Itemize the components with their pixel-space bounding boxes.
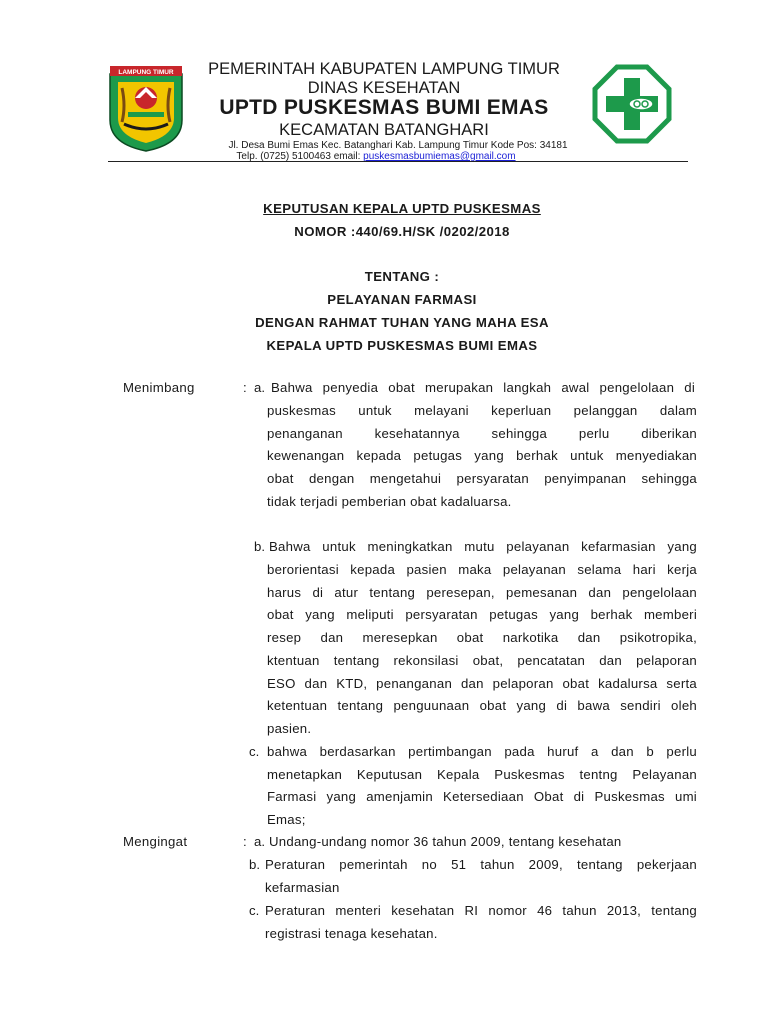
menimbang-b-line: ketentuan tentang penguunaan obat yang di bawa sendiri oleh bbox=[267, 698, 697, 713]
decree-about: TENTANG : bbox=[364, 269, 440, 284]
decree-number: NOMOR :440/69.H/SK /0202/2018 bbox=[294, 224, 510, 239]
mengingat-a-marker: a. bbox=[254, 834, 265, 849]
menimbang-c-line: bahwa berdasarkan pertimbangan pada huruf a dan b perlu bbox=[267, 744, 697, 759]
mengingat-c-line: registrasi tenaga kesehatan. bbox=[265, 926, 438, 941]
mengingat-a-line: Undang-undang nomor 36 tahun 2009, tentang kesehatan bbox=[269, 834, 622, 849]
letterhead-government: PEMERINTAH KABUPATEN LAMPUNG TIMUR bbox=[208, 60, 560, 78]
menimbang-b-line: harus di atur tentang peresepan, pemesanan dan pengelolaan bbox=[267, 585, 697, 600]
menimbang-a-line: puskesmas untuk melayani keperluan pelanggan dalam bbox=[267, 403, 697, 418]
menimbang-b-line: Bahwa untuk meningkatkan mutu pelayanan kefarmasian yang bbox=[269, 539, 697, 554]
menimbang-b-line: ESO dan KTD, penanganan dan pelaporan obat kadalursa serta bbox=[267, 676, 697, 691]
menimbang-c-line: menetapkan Keputusan Kepala Puskesmas tentng Pelayanan bbox=[267, 767, 697, 782]
letterhead-address: Jl. Desa Bumi Emas Kec. Batanghari Kab. Lampung Timur Kode Pos: 34181 bbox=[228, 140, 568, 151]
menimbang-c-line: Farmasi yang amenjamin Ketersediaan Obat di Puskesmas umi bbox=[267, 789, 697, 804]
menimbang-b-line: obat yang meliputi persyaratan petugas yang berhak memberi bbox=[267, 607, 697, 622]
menimbang-b-marker: b. bbox=[254, 539, 265, 554]
menimbang-colon: : bbox=[243, 380, 247, 395]
decree-heading: KEPUTUSAN KEPALA UPTD PUSKESMAS bbox=[263, 201, 541, 216]
mengingat-c-marker: c. bbox=[249, 903, 260, 918]
menimbang-a-line: tidak terjadi pemberian obat kadaluarsa. bbox=[267, 494, 512, 509]
menimbang-b-line: resep dan meresepkan obat narkotika dan psikotropika, bbox=[267, 630, 697, 645]
menimbang-a-line: obat dengan mengetahui persyaratan penyimpanan sehingga bbox=[267, 471, 697, 486]
mengingat-label: Mengingat bbox=[123, 834, 188, 849]
mengingat-b-line: kefarmasian bbox=[265, 880, 340, 895]
menimbang-a-line: kewenangan kepada petugas yang berhak untuk menyediakan bbox=[267, 448, 697, 463]
letterhead-divider bbox=[108, 161, 688, 162]
menimbang-a-marker: a. bbox=[254, 380, 265, 395]
letterhead-agency: DINAS KESEHATAN bbox=[307, 79, 461, 97]
menimbang-a-line: penanganan kesehatannya sehingga perlu diberikan bbox=[267, 426, 697, 441]
letterhead-institution: UPTD PUSKESMAS BUMI EMAS bbox=[219, 96, 549, 119]
menimbang-label: Menimbang bbox=[123, 380, 195, 395]
menimbang-c-line: Emas; bbox=[267, 812, 306, 827]
logo-banner-text: LAMPUNG TIMUR bbox=[118, 69, 174, 76]
decree-subject: PELAYANAN FARMASI bbox=[327, 292, 477, 307]
mengingat-b-marker: b. bbox=[249, 857, 260, 872]
mengingat-c-line: Peraturan menteri kesehatan RI nomor 46 tahun 2013, tentang bbox=[265, 903, 697, 918]
email-link[interactable]: puskesmasbumiemas@gmail.com bbox=[363, 151, 516, 162]
menimbang-a-line: Bahwa penyedia obat merupakan langkah awal pengelolaan di bbox=[271, 380, 695, 395]
decree-blessing: DENGAN RAHMAT TUHAN YANG MAHA ESA bbox=[255, 315, 549, 330]
menimbang-b-line: berorientasi kepada pasien maka pelayanan selama hari kerja bbox=[267, 562, 697, 577]
menimbang-b-line: ktentuan tentang rekonsilasi obat, pencatatan dan pelaporan bbox=[267, 653, 697, 668]
letterhead-district: KECAMATAN BATANGHARI bbox=[279, 121, 489, 139]
phone-text: Telp. (0725) 5100463 email: bbox=[236, 151, 364, 162]
mengingat-b-line: Peraturan pemerintah no 51 tahun 2009, tentang pekerjaan bbox=[265, 857, 697, 872]
decree-official: KEPALA UPTD PUSKESMAS BUMI EMAS bbox=[266, 338, 538, 353]
menimbang-b-line: pasien. bbox=[267, 721, 312, 736]
mengingat-colon: : bbox=[243, 834, 247, 849]
menimbang-c-marker: c. bbox=[249, 744, 260, 759]
